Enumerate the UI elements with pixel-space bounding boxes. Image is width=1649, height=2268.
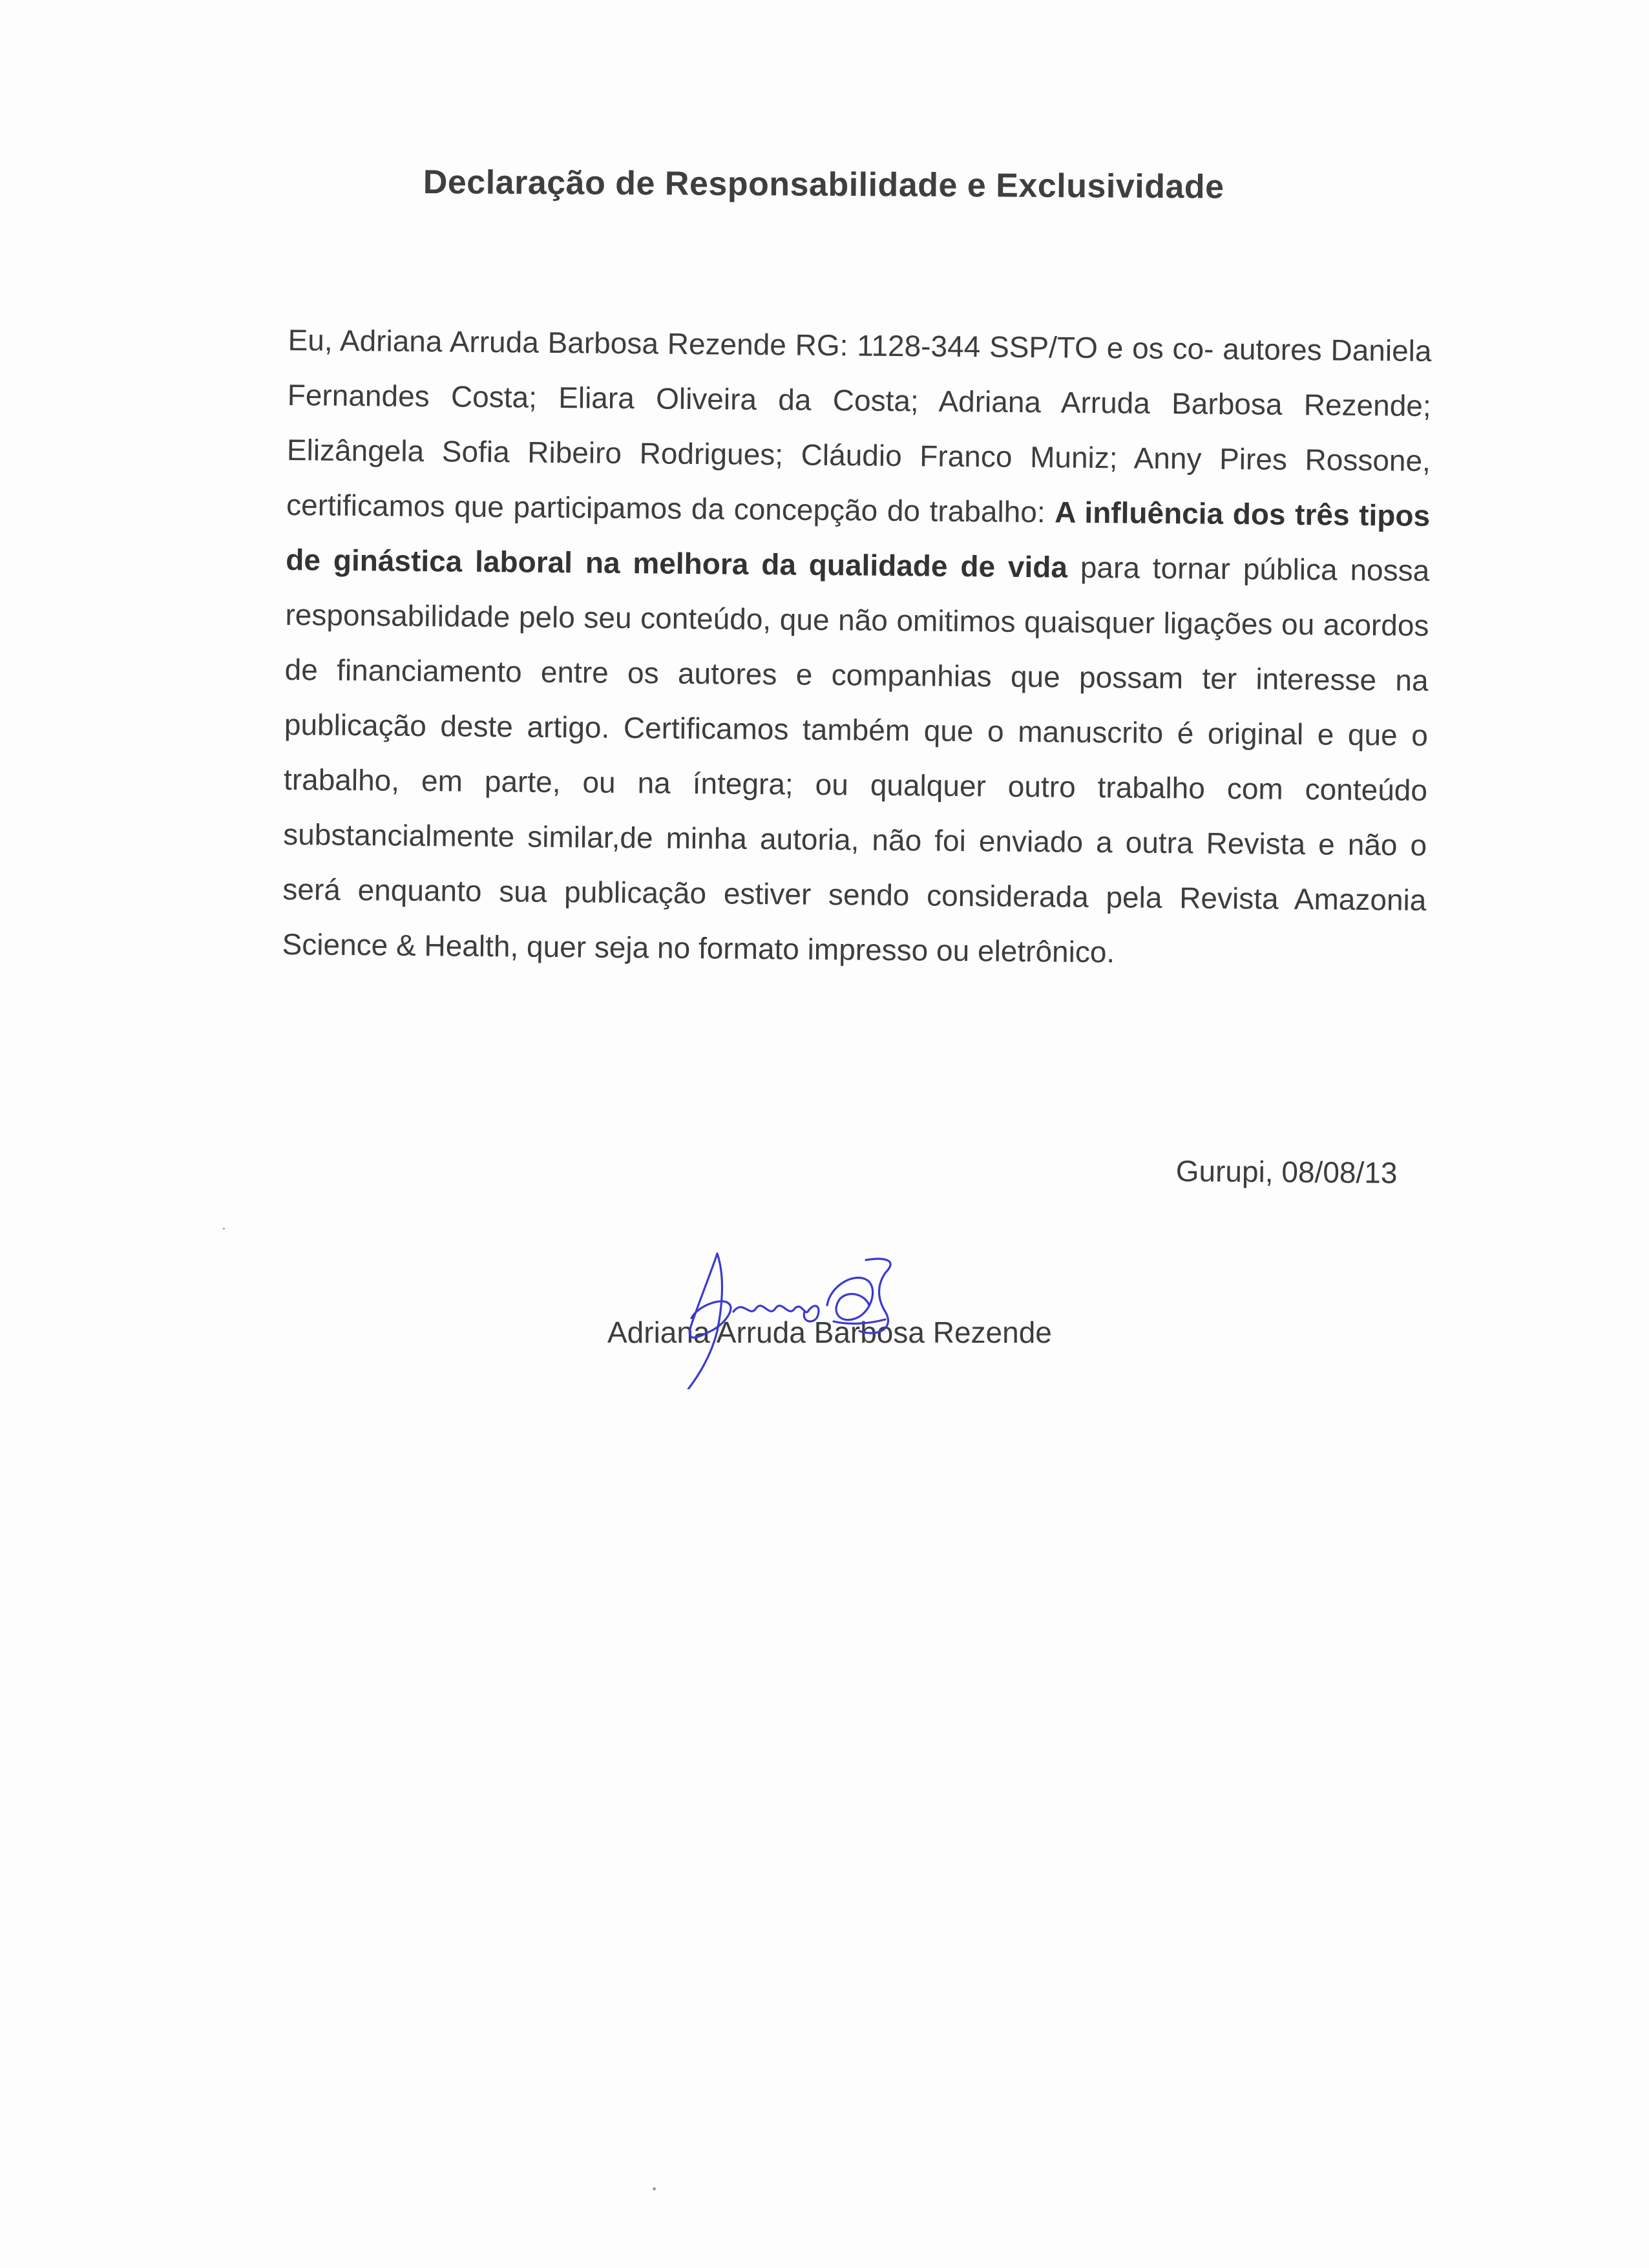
scan-speck — [653, 2187, 656, 2190]
declaration-body — [282, 313, 1432, 983]
declaration-intro: Eu, Adriana Arruda Barbosa Rezende RG: 1128-344 SSP/TO e os co- autores Daniela Fernandes Costa; Eliara Oliveira da Costa; Adriana Arruda Barbosa Rezende; Elizângela Sofia Ribeiro Rodrigues; Cláudio Franco Muniz; Anny Pires Rossone, certificamos que participamos da concepção do trabalho: — [286, 322, 1432, 529]
place-and-date: Gurupi, 08/08/13 — [1175, 1154, 1398, 1190]
document-title: Declaração de Responsabilidade e Exclusividade — [423, 163, 1224, 206]
handwritten-signature — [672, 1234, 943, 1389]
work-title: A influência dos três tipos de ginástica laboral na melhora da qualidade de vida — [286, 495, 1431, 584]
declaration-rest: para tornar pública nossa responsabilidade pelo seu conteúdo, que não omitimos quaisquer ligações ou acordos de financiamento entre os autores e companhias que possam ter interesse na publicação deste artigo. Certificamos também que o manuscrito é original e que o trabalho, em parte, ou na íntegra; ou qualquer outro trabalho com conteúdo substancialmente similar,de minha autoria, não foi enviado a outra Revista e não o será enquanto sua publicação estiver sendo considerada pela Revista Amazonia Science & Health, quer seja no formato impresso ou eletrônico. — [282, 550, 1430, 969]
signer-name: Adriana Arruda Barbosa Rezende — [607, 1316, 1052, 1349]
scan-speck — [223, 1228, 225, 1230]
